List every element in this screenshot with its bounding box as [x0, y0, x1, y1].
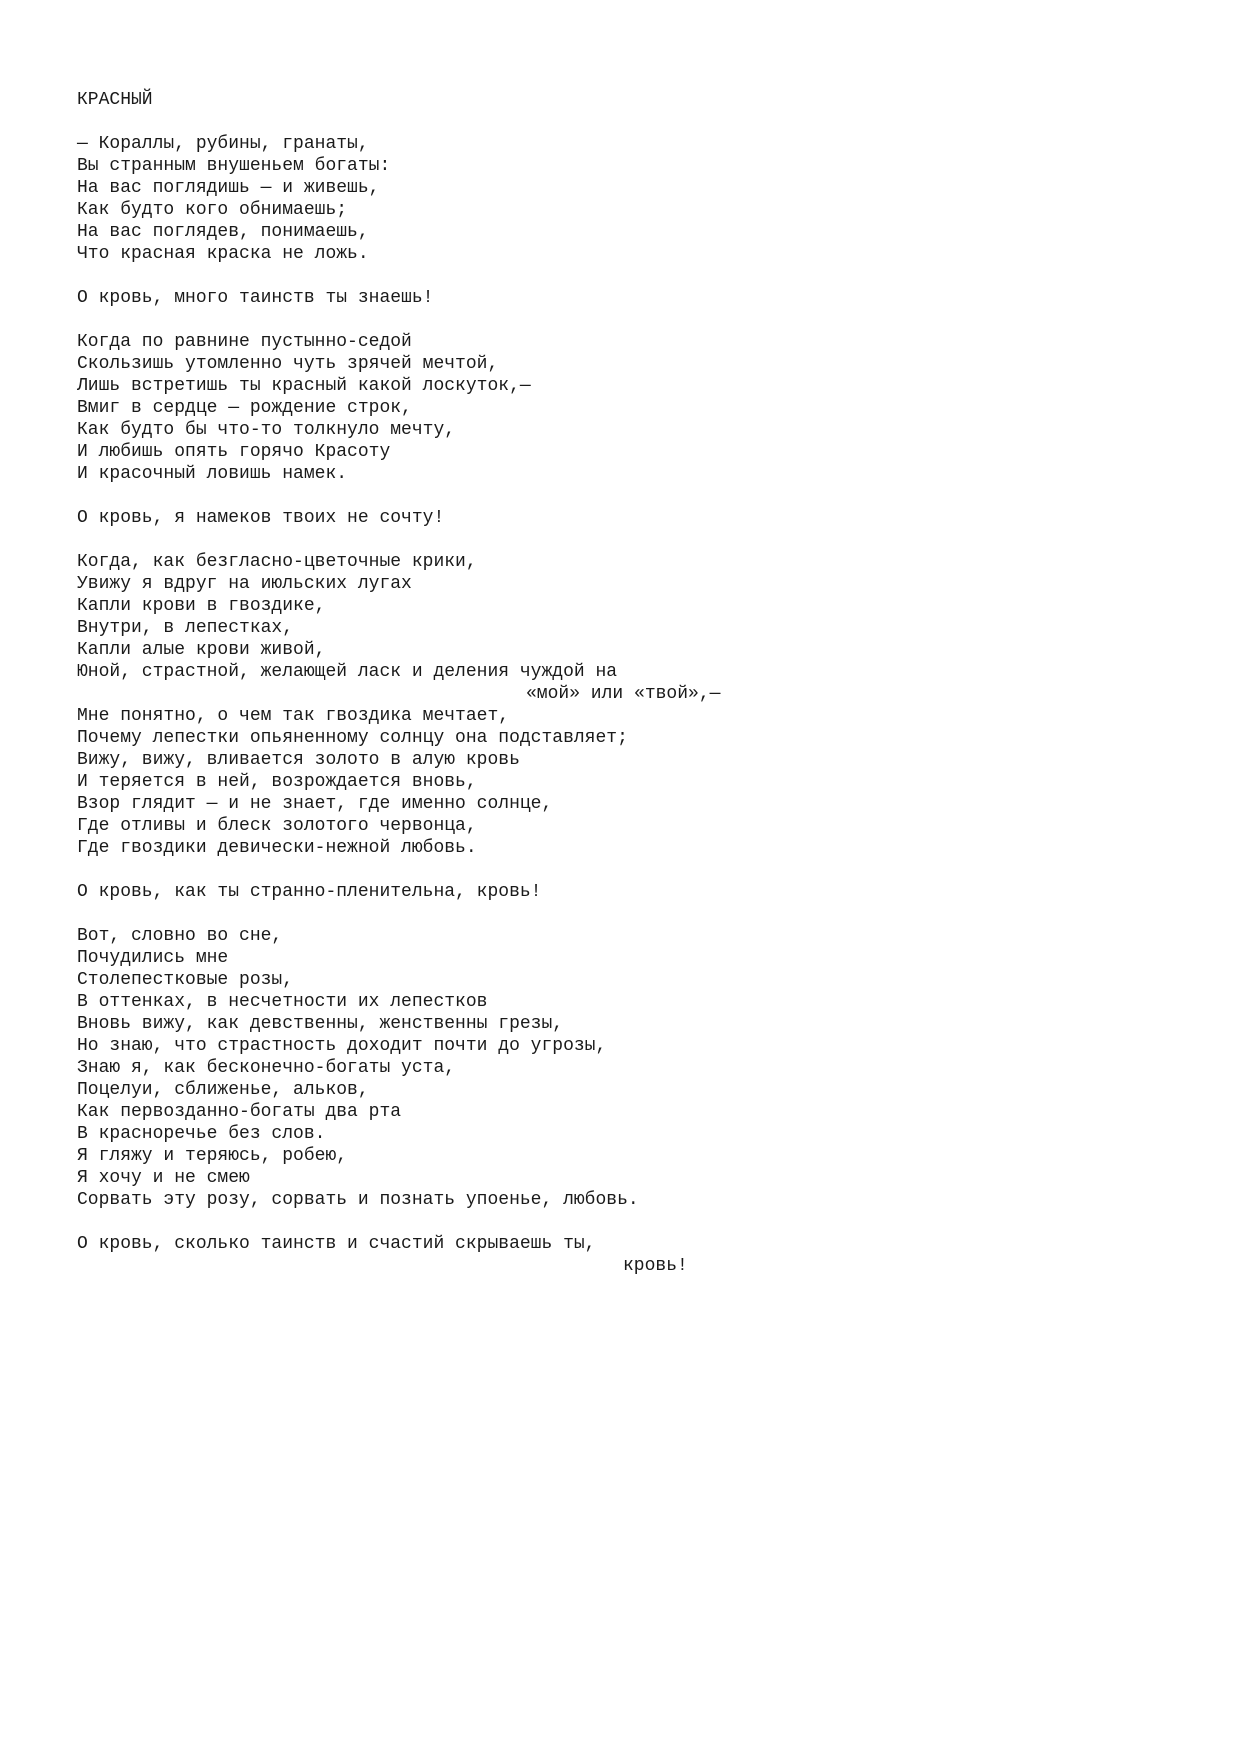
poem-line: Капли алые крови живой, [77, 640, 326, 660]
poem-title: КРАСНЫЙ [77, 90, 153, 110]
poem-line: И любишь опять горячо Красоту [77, 442, 391, 462]
poem-line: Почему лепестки опьяненному солнцу она подставляет; [77, 728, 628, 748]
stanza-gap [77, 859, 1177, 881]
poem-line: Сорвать эту розу, сорвать и познать упоенье, любовь. [77, 1190, 639, 1210]
poem-line: На вас поглядев, понимаешь, [77, 222, 369, 242]
poem-line: В красноречье без слов. [77, 1124, 326, 1144]
poem-line: Как первозданно-богаты два рта [77, 1102, 402, 1122]
stanza-gap [77, 529, 1177, 551]
poem-line: Скользишь утомленно чуть зрячей мечтой, [77, 354, 499, 374]
poem-line: Вмиг в сердце — рождение строк, [77, 398, 412, 418]
stanza-gap [77, 1211, 1177, 1233]
stanza-gap [77, 265, 1177, 287]
poem-line: Взор глядит — и не знает, где именно солнце, [77, 794, 553, 814]
poem-line: И красочный ловишь намек. [77, 464, 348, 484]
poem-line: Вот, словно во сне, [77, 926, 283, 946]
poem-line: Как будто бы что-то толкнуло мечту, [77, 420, 456, 440]
stanza-gap [77, 111, 1177, 133]
refrain-line: О кровь, как ты странно-пленительна, кровь! [77, 882, 542, 902]
poem-line: Мне понятно, о чем так гвоздика мечтает, [77, 706, 510, 726]
refrain-line: О кровь, я намеков твоих не сочту! [77, 508, 445, 528]
poem-line: Как будто кого обнимаешь; [77, 200, 348, 220]
poem-line-continuation: «мой» или «твой»,— [526, 684, 721, 704]
poem-line: Капли крови в гвоздике, [77, 596, 326, 616]
poem-body [77, 89, 1177, 1277]
poem-line: Вы странным внушеньем богаты: [77, 156, 391, 176]
poem-line: Я хочу и не смею [77, 1168, 250, 1188]
poem-line: Я гляжу и теряюсь, робею, [77, 1146, 348, 1166]
poem-line: И теряется в ней, возрождается вновь, [77, 772, 477, 792]
poem-line: Знаю я, как бесконечно-богаты уста, [77, 1058, 456, 1078]
poem-line: — Кораллы, рубины, гранаты, [77, 134, 369, 154]
poem-line: Лишь встретишь ты красный какой лоскуток,— [77, 376, 531, 396]
poem-line: Поцелуи, сближенье, альков, [77, 1080, 369, 1100]
poem-line: На вас поглядишь — и живешь, [77, 178, 380, 198]
poem-line: Юной, страстной, желающей ласк и деления чуждой на [77, 662, 618, 682]
poem-line: Когда по равнине пустынно-седой [77, 332, 412, 352]
poem-line: Где гвоздики девически-нежной любовь. [77, 838, 477, 858]
refrain-line-end: кровь! [623, 1256, 688, 1276]
stanza-gap [77, 309, 1177, 331]
poem-line: Столепестковые розы, [77, 970, 294, 990]
poem-line: Где отливы и блеск золотого червонца, [77, 816, 477, 836]
poem-line: Внутри, в лепестках, [77, 618, 294, 638]
poem-line: Вижу, вижу, вливается золото в алую кровь [77, 750, 520, 770]
poem-line: В оттенках, в несчетности их лепестков [77, 992, 488, 1012]
poem-line: Увижу я вдруг на июльских лугах [77, 574, 412, 594]
poem-line: Но знаю, что страстность доходит почти до угрозы, [77, 1036, 607, 1056]
stanza-gap [77, 903, 1177, 925]
refrain-line: О кровь, много таинств ты знаешь! [77, 288, 434, 308]
poem-line: Вновь вижу, как девственны, женственны грезы, [77, 1014, 564, 1034]
refrain-line: О кровь, сколько таинств и счастий скрываешь ты, [77, 1234, 596, 1254]
poem-line: Почудились мне [77, 948, 229, 968]
poem-line: Когда, как безгласно-цветочные крики, [77, 552, 477, 572]
poem-line: Что красная краска не ложь. [77, 244, 369, 264]
stanza-gap [77, 485, 1177, 507]
